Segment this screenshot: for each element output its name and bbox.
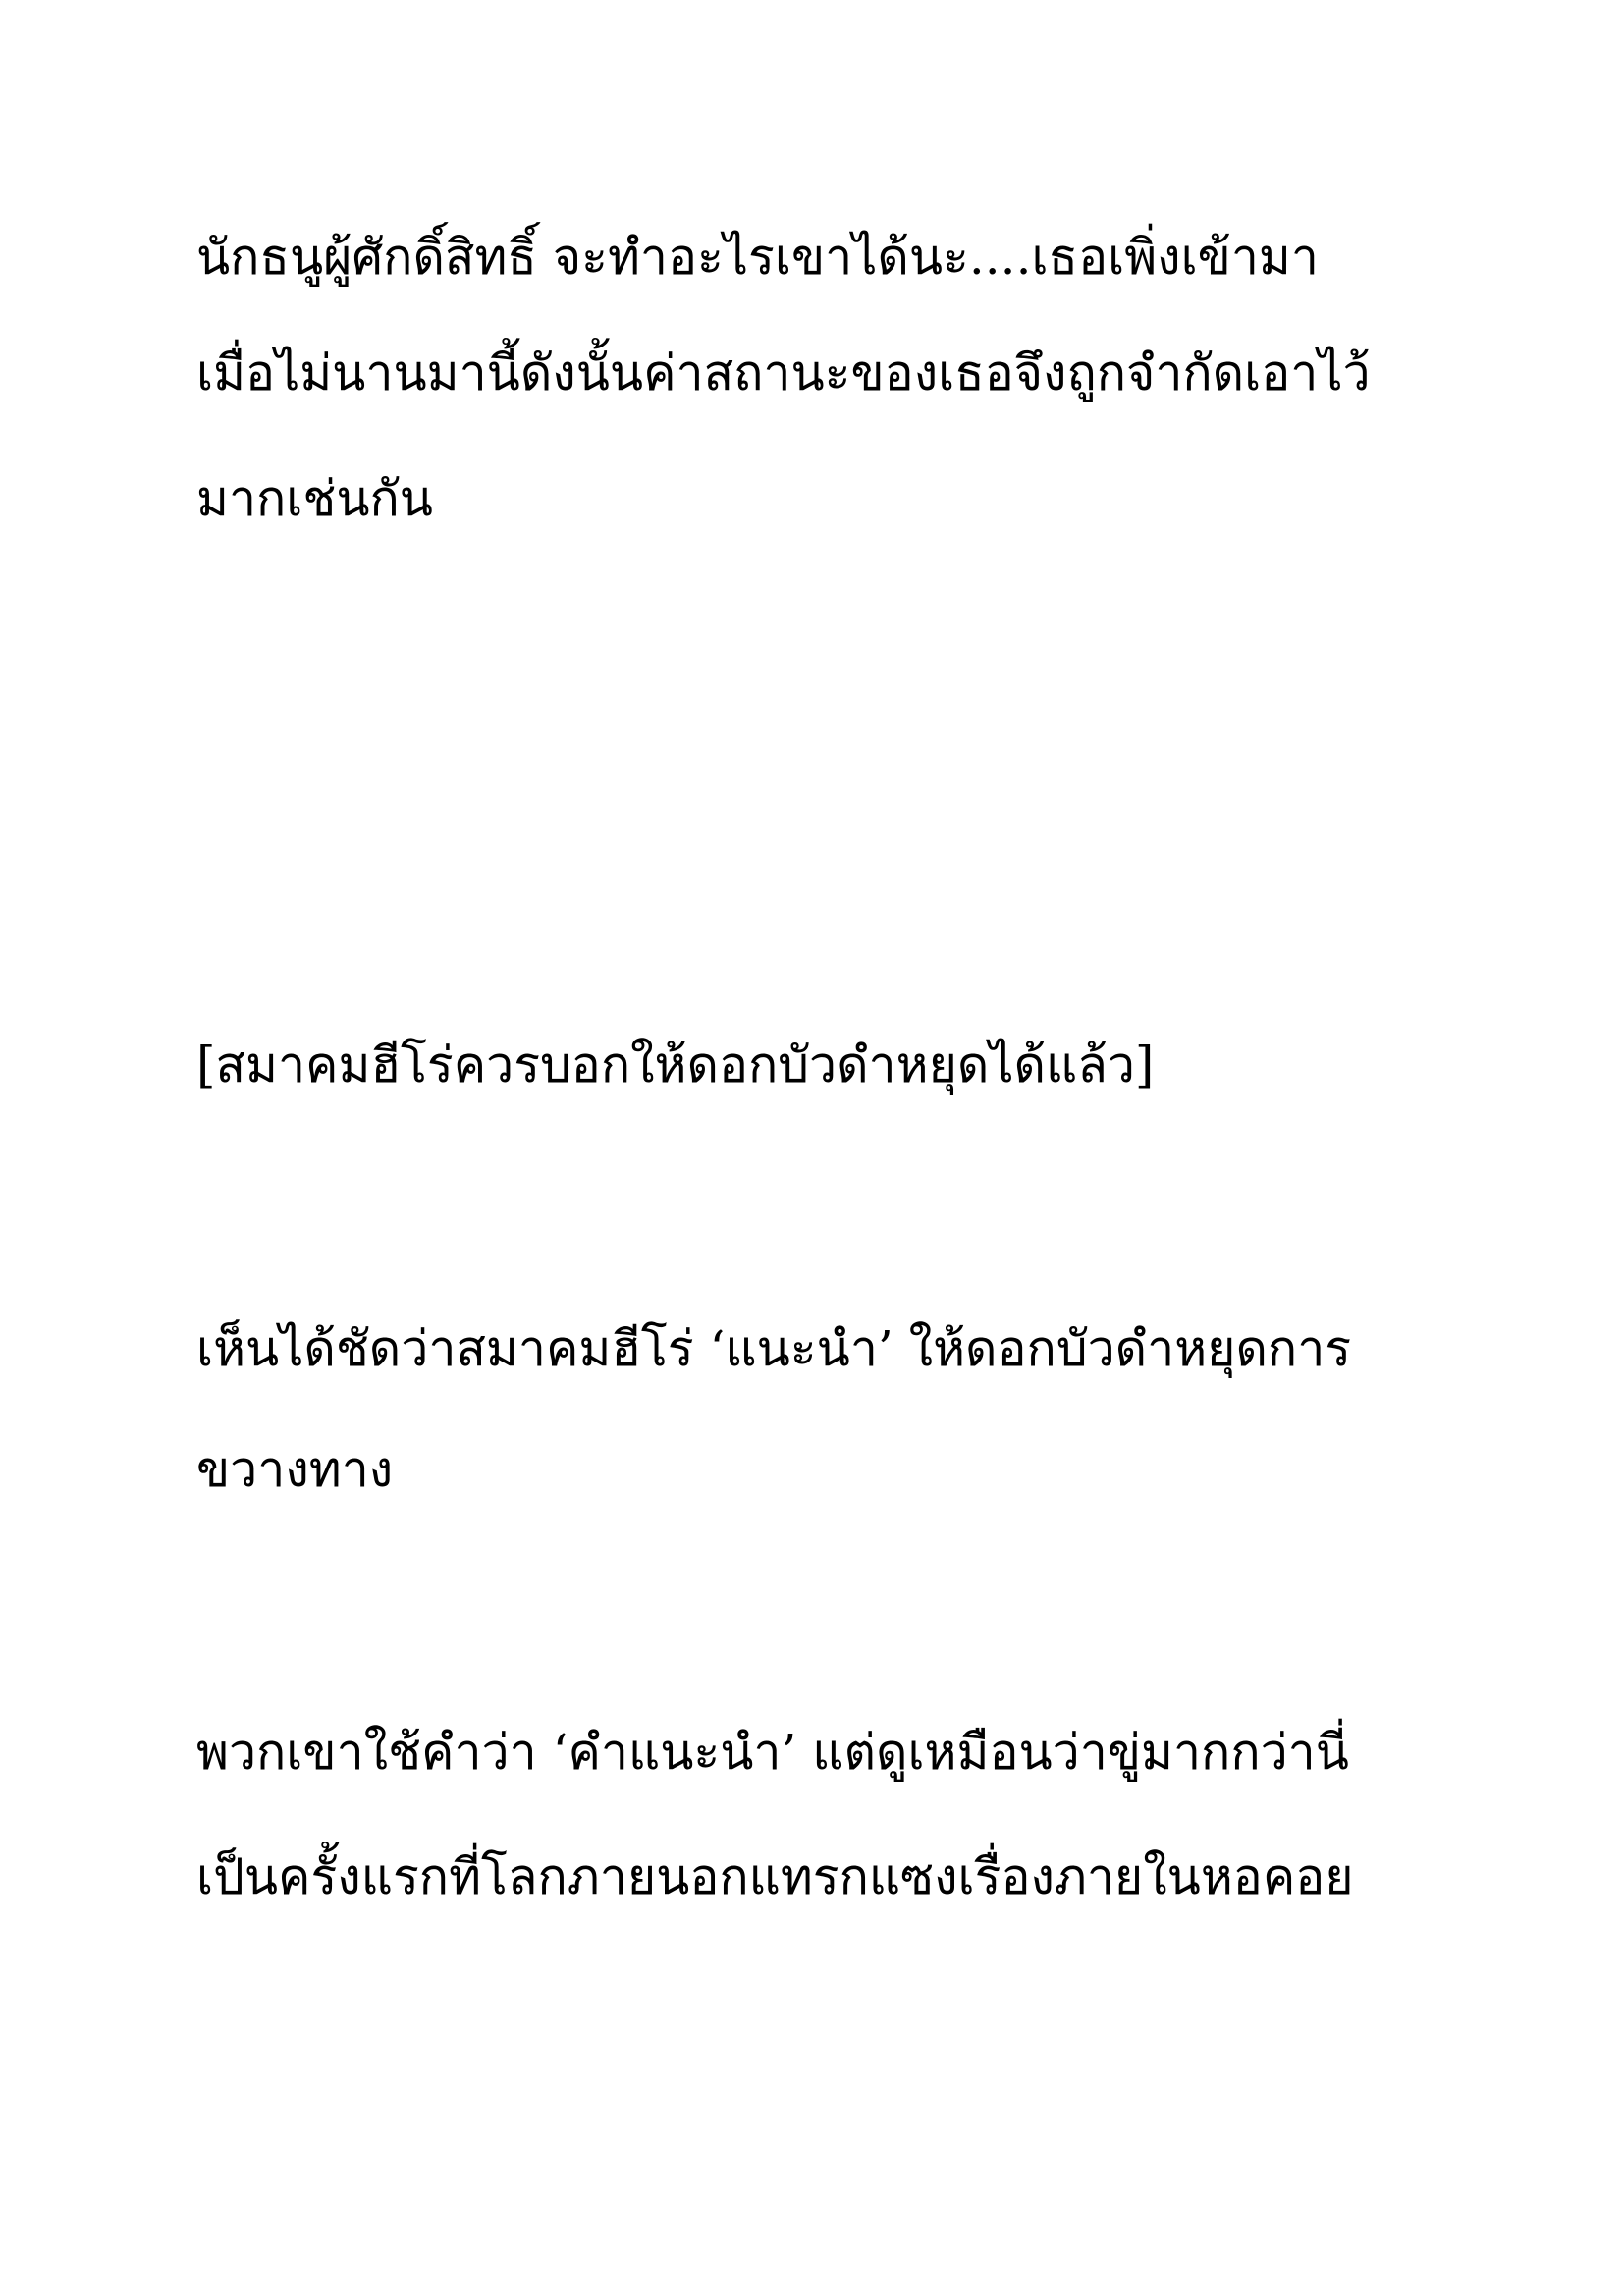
paragraph-line: มากเช่นกัน [196, 470, 433, 527]
paragraph-line: ขวางทาง [196, 1441, 394, 1498]
paragraph-line: เมื่อไม่นานมานี้ดังนั้นค่าสถานะของเธอจึงถูกจำกัดเอาไว้ [196, 345, 1371, 401]
system-message-line: [สมาคมฮีโร่ควรบอกให้ดอกบัวดำหยุดได้แล้ว] [196, 1037, 1155, 1094]
paragraph-line: เห็นได้ชัดว่าสมาคมฮีโร่ ‘แนะนำ’ ให้ดอกบัวดำหยุดการ [196, 1320, 1352, 1377]
paragraph-line: นักธนูผู้ศักดิ์สิทธิ์ จะทำอะไรเขาได้นะ....เธอเพิ่งเข้ามา [196, 229, 1319, 286]
paragraph-line: พวกเขาใช้คำว่า ‘คำแนะนำ’ แต่ดูเหมือนว่าขู่มากกว่านี่ [196, 1724, 1349, 1781]
paragraph-line: เป็นครั้งแรกที่โลกภายนอกแทรกแซงเรื่องภายในหอคอย [196, 1848, 1354, 1905]
